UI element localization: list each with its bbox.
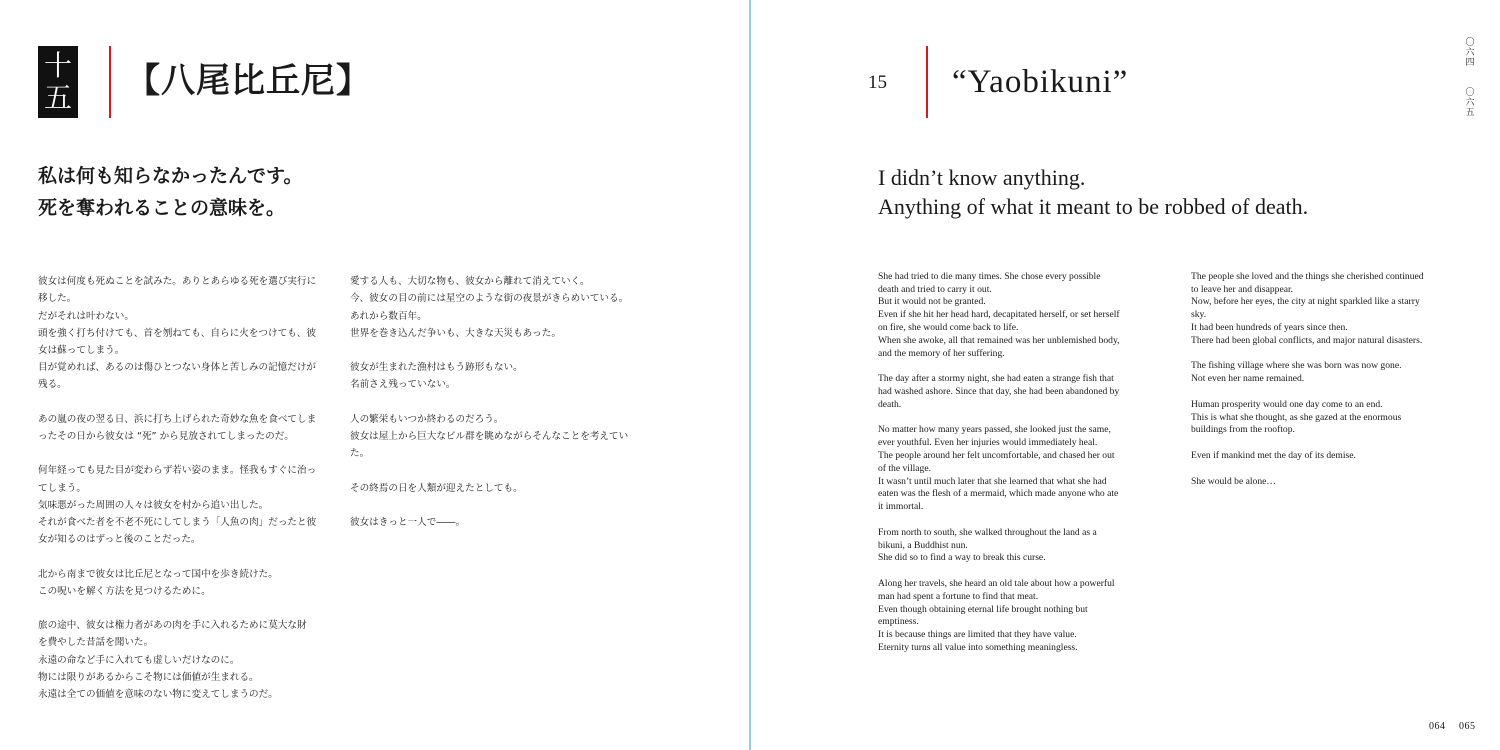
text-line: It is because things are limited that they have value. <box>878 629 1077 641</box>
text-line: man had spent a fortune to find that meat. <box>878 590 1039 602</box>
text-line: 北から南まで彼女は比丘尼となって国中を歩き続けた。 <box>38 568 278 580</box>
text-line: The people around her felt uncomfortable, and chased her out <box>878 449 1115 461</box>
text-line: and the memory of her suffering. <box>878 347 1005 359</box>
text-line: on fire, she would come back to life. <box>878 321 1019 333</box>
lead-text-english <box>878 163 1438 221</box>
side-page-number-kanji-065: 〇六五 <box>1465 88 1475 118</box>
text-line: あの嵐の夜の翌る日、浜に打ち上げられた奇妙な魚を食べてしま <box>38 413 317 425</box>
text-line: When she awoke, all that remained was her unblemished body, <box>878 334 1120 346</box>
text-line: to leave her and disappear. <box>1191 283 1294 295</box>
text-line: death and tried to carry it out. <box>878 283 992 295</box>
text-line: eaten was the flesh of a mermaid, which made anyone who ate <box>878 488 1119 500</box>
text-line: 何年経っても見た目が変わらず若い姿のまま。怪我もすぐに治っ <box>38 465 317 477</box>
text-line: 旅の途中、彼女は権力者があの肉を手に入れるために莫大な財 <box>38 620 307 632</box>
text-line: 気味悪がった周囲の人々は彼女を村から追い出した。 <box>38 499 269 511</box>
text-line: 移した。 <box>38 293 77 305</box>
chapter-number: 15 <box>868 72 887 93</box>
text-line: 彼女が生まれた漁村はもう跡形もない。 <box>350 362 523 374</box>
text-line: The fishing village where she was born was now gone. <box>1191 360 1402 372</box>
text-line: ったその日から彼女は “死” から見放されてしまったのだ。 <box>38 431 294 442</box>
lead-line: 死を奪われることの意味を。 <box>38 197 286 219</box>
text-line: 頭を強く打ち付けても、首を刎ねても、自らに火をつけても、彼 <box>38 327 316 339</box>
text-line: The day after a stormy night, she had eaten a strange fish that <box>878 373 1114 385</box>
lead-text-japanese <box>38 160 658 224</box>
text-line: 物には限りがあるからこそ物には価値が生まれる。 <box>38 671 259 683</box>
text-line: 世界を巻き込んだ争いも、大きな天災もあった。 <box>350 327 561 339</box>
text-line: Even if mankind met the day of its demise. <box>1191 449 1356 461</box>
text-line: it immortal. <box>878 501 924 513</box>
text-line: No matter how many years passed, she looked just the same, <box>878 424 1111 436</box>
text-line: She did so to find a way to break this curse. <box>878 552 1046 564</box>
text-line: This is what she thought, as she gazed at the enormous <box>1191 411 1402 423</box>
text-line: There had been global conflicts, and major natural disasters. <box>1191 334 1423 346</box>
text-line: The people she loved and the things she cherished continued <box>1191 270 1424 282</box>
text-line: 彼女は何度も死ぬことを試みた。ありとあらゆる死を選び実行に <box>38 276 317 288</box>
text-line: She had tried to die many times. She chose every possible <box>878 270 1101 282</box>
text-line: 残る。 <box>38 379 67 391</box>
text-line: It wasn’t until much later that she learned that what she had <box>878 475 1107 487</box>
text-line: あれから数百年。 <box>350 310 427 322</box>
text-line: death. <box>878 398 902 410</box>
text-line: 彼女はきっと一人で――。 <box>350 516 466 528</box>
text-line: だがそれは叶わない。 <box>38 310 134 322</box>
text-line: From north to south, she walked throughout the land as a <box>878 526 1097 538</box>
text-line: Human prosperity would one day come to an end. <box>1191 398 1383 410</box>
text-line: を費やした昔話を聞いた。 <box>38 637 154 649</box>
text-line: bikuni, a Buddhist nun. <box>878 539 968 551</box>
text-line: それが食べた者を不老不死にしてしまう「人魚の肉」だったと彼 <box>38 517 317 528</box>
text-line: 名前さえ残っていない。 <box>350 379 456 391</box>
text-line: Eternity turns all value into something meaningless. <box>878 641 1078 653</box>
lead-line: I didn’t know anything. <box>878 165 1086 190</box>
lead-line: 私は何も知らなかったんです。 <box>38 165 303 187</box>
text-line: 女が知るのはずっと後のことだった。 <box>38 534 201 546</box>
text-line: sky. <box>1191 309 1207 321</box>
text-line: She would be alone… <box>1191 475 1276 487</box>
body-column-japanese-1 <box>38 256 322 720</box>
left-page-japanese <box>0 0 749 750</box>
title-divider-rule <box>926 46 928 118</box>
page-number-064: 064 <box>1429 721 1446 732</box>
chapter-kanji-2: 五 <box>43 81 72 114</box>
lead-line: Anything of what it meant to be robbed of death. <box>878 194 1309 219</box>
text-line: buildings from the rooftop. <box>1191 424 1295 436</box>
text-line: Now, before her eyes, the city at night sparkled like a starry <box>1191 296 1420 308</box>
text-line: of the village. <box>878 462 932 474</box>
text-line: Even if she hit her head hard, decapitated herself, or set herself <box>878 309 1120 321</box>
text-line: had washed ashore. Since that day, she had been abandoned by <box>878 385 1120 397</box>
text-line: 目が覚めれば、あるのは傷ひとつない身体と苦しみの記憶だけが <box>38 362 317 374</box>
title-divider-rule <box>109 46 111 118</box>
body-column-english-1 <box>878 258 1158 668</box>
text-line: It had been hundreds of years since then. <box>1191 321 1348 333</box>
chapter-kanji-1: 十 <box>43 49 72 82</box>
text-line: その終焉の日を人類が迎えたとしても。 <box>350 482 523 494</box>
text-line: 人の繁栄もいつか終わるのだろう。 <box>350 413 504 425</box>
text-line: 彼女は屋上から巨大なビル群を眺めながらそんなことを考えてい <box>350 430 629 442</box>
chapter-title-japanese: 【八尾比丘尼】 <box>126 61 371 101</box>
text-line: てしまう。 <box>38 482 86 494</box>
body-column-japanese-2 <box>350 256 640 548</box>
chapter-title-english: “Yaobikuni” <box>952 64 1129 100</box>
chapter-number-kanji-box <box>38 46 78 118</box>
text-line: た。 <box>350 448 370 460</box>
text-line: But it would not be granted. <box>878 296 986 308</box>
page-number-065: 065 <box>1459 721 1476 732</box>
text-line: 愛する人も、大切な物も、彼女から離れて消えていく。 <box>350 276 590 288</box>
text-line: emptiness. <box>878 616 919 628</box>
text-line: Along her travels, she heard an old tale about how a powerful <box>878 577 1115 589</box>
text-line: Not even her name remained. <box>1191 373 1305 385</box>
text-line: ever youthful. Even her injuries would immediately heal. <box>878 437 1098 449</box>
body-column-english-2 <box>1191 258 1471 501</box>
text-line: 永遠の命など手に入れても虚しいだけなのに。 <box>38 654 240 666</box>
text-line: 女は蘇ってしまう。 <box>38 345 125 356</box>
text-line: 永遠は全ての価値を意味のない物に変えてしまうのだ。 <box>38 689 278 700</box>
text-line: Even though obtaining eternal life brought nothing but <box>878 603 1088 615</box>
side-page-number-kanji-064: 〇六四 <box>1465 38 1475 68</box>
text-line: 今、彼女の目の前には星空のような街の夜景がきらめいている。 <box>350 293 629 305</box>
text-line: この呪いを解く方法を見つけるために。 <box>38 585 211 597</box>
